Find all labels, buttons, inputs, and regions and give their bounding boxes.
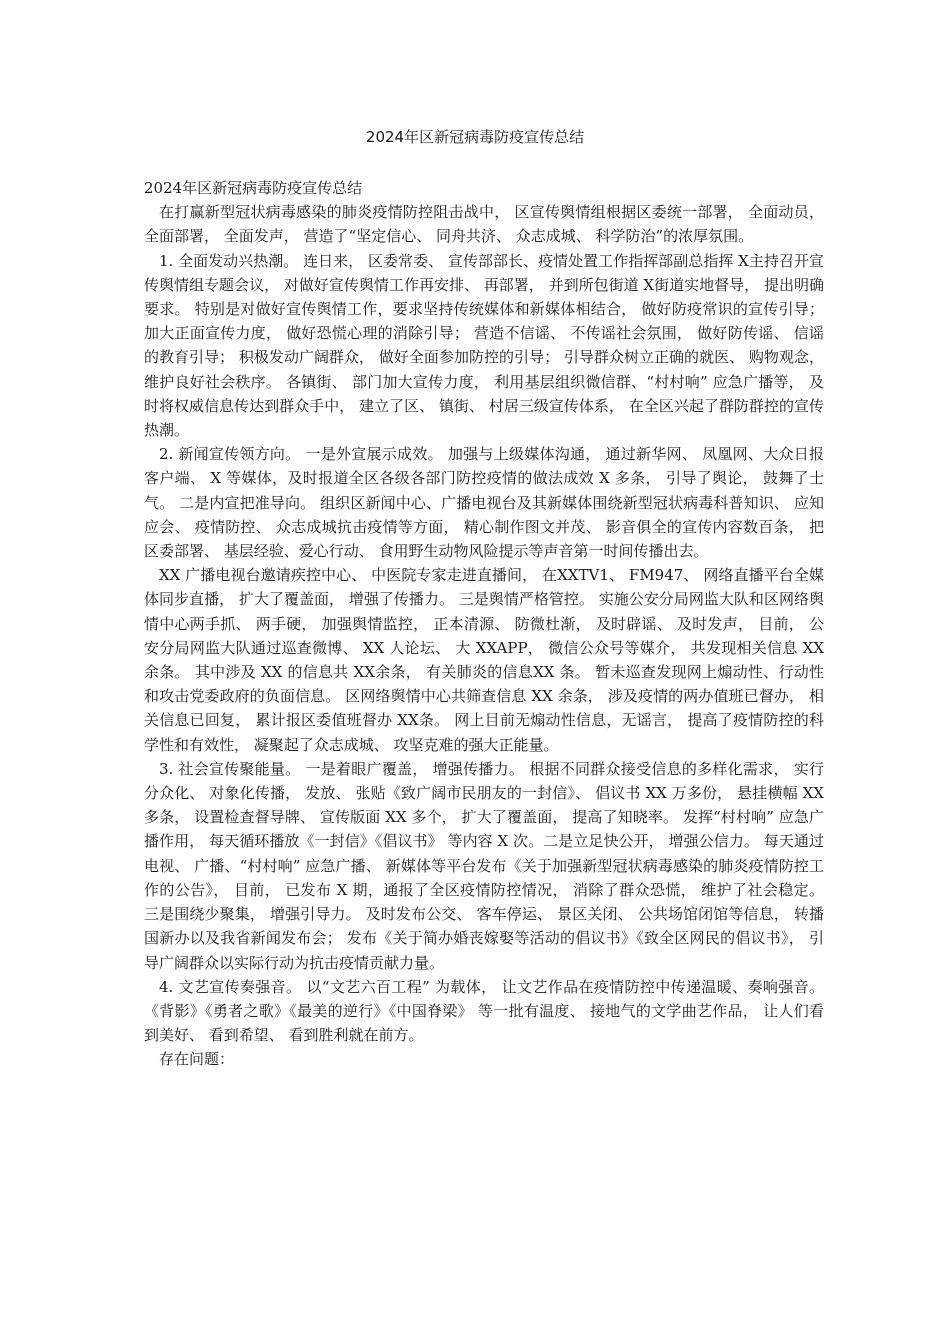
document-subtitle: 2024年区新冠病毒防疫宣传总结 <box>144 179 363 197</box>
paragraph-section-2: 2. 新闻宣传领方向。 一是外宣展示成效。 加强与上级媒体沟通， 通过新华网、 凤凰网、大众日报客户端、 X 等媒体，及时报道全区各级各部门防控疫情的做法成效 X 多条， 引导了舆论， 鼓舞了士气。 二是内宣把准导向。 组织区新闻中心、广播电视台及其新媒体围绕新型冠状病毒科普知识、 应知应会、 疫情防控、 众志成城抗击疫情等方面， 精心制作图文并茂、 影音俱全的宣传内容数百条， 把区委部署、 基层经验、爱心行动、 食用野生动物风险提示等声音第一时间传播出去。 <box>144 445 824 561</box>
paragraph-section-3: 3. 社会宣传聚能量。 一是着眼广覆盖， 增强传播力。 根据不同群众接受信息的多样化需求， 实行分众化、 对象化传播， 发放、 张贴《致广阔市民朋友的一封信》、 倡议书 XX 万多份， 悬挂横幅 XX 多条， 设置检查督导牌、 宣传版面 XX 多个， 扩大了覆盖面， 提高了知晓率。 发挥“村村响” 应急广播作用， 每天循环播放《一封信》《倡议书》 等内容 X 次。二是立足快公开， 增强公信力。 每天通过电视、 广播、“村村响” 应急广播、 新媒体等平台发布《关于加强新型冠状病毒感染的肺炎疫情防控工作的公告》， 目前， 已发布 X 期，通报了全区疫情防控情况， 消除了群众恐慌， 维护了社会稳定。 三是围绕少聚集， 增强引导力。 及时发布公交、 客车停运、 景区关闭、 公共场馆闭馆等信息， 转播国新办以及我省新闻发布会； 发布《关于简办婚丧嫁娶等活动的倡议书》《致全区网民的倡议书》， 引导广阔群众以实际行动为抗击疫情贡献力量。 <box>144 759 824 972</box>
paragraph-section-4: 4. 文艺宣传奏强音。 以“文艺六百工程” 为载体， 让文艺作品在疫情防控中传递温暖、奏响强音。《背影》《勇者之歌》《最美的逆行》《中国脊梁》 等一批有温度、 接地气的文学曲艺作品， 让人们看到美好、 看到希望、 看到胜利就在前方。 <box>144 977 824 1045</box>
paragraph-section-2-continued: XX 广播电视台邀请疾控中心、 中医院专家走进直播间， 在XXTV1、 FM947、 网络直播平台全媒体同步直播， 扩大了覆盖面， 增强了传播力。 三是舆情严格管控。 实施公安分局网监大队和区网络舆情中心两手抓、 两手硬， 加强舆情监控， 正本清源、 防微杜渐， 及时辟谣、 及时发声， 目前， 公安分局网监大队通过巡查微博、 XX 人论坛、 大 XXAPP， 微信公众号等媒介， 共发现相关信息 XX 余条。 其中涉及 XX 的信息共 XX余条， 有关肺炎的信息XX 条。 暂未巡查发现网上煽动性、行动性和攻击党委政府的负面信息。 区网络舆情中心共筛查信息 XX 余条， 涉及疫情的两办值班已督办， 相关信息已回复， 累计报区委值班督办 XX条。 网上目前无煽动性信息，无谣言， 提高了疫情防控的科学性和有效性， 凝聚起了众志成城、 攻坚克难的强大正能量。 <box>144 566 824 754</box>
document-body <box>144 176 824 1072</box>
paragraph-issues-heading: 存在问题： <box>159 1050 235 1069</box>
document-title: 2024年区新冠病毒防疫宣传总结 <box>365 128 585 146</box>
paragraph-section-1: 1. 全面发动兴热潮。 连日来， 区委常委、 宣传部部长、疫情处置工作指挥部副总指挥 X主持召开宣传舆情组专题会议， 对做好宣传舆情工作再安排、 再部署， 并到所包街道 X街道实地督导， 提出明确要求。 特别是对做好宣传舆情工作，要求坚持传统媒体和新媒体相结合， 做好防疫常识的宣传引导； 加大正面宣传力度， 做好恐慌心理的消除引导； 营造不信谣、 不传谣社会氛围， 做好防传谣、 信谣的教育引导； 积极发动广阔群众， 做好全面参加防控的引导； 引导群众树立正确的就医、 购物观念， 维护良好社会秩序。 各镇街、 部门加大宣传力度， 利用基层组织微信群、“村村响” 应急广播等， 及时将权威信息传达到群众手中， 建立了区、 镇街、 村居三级宣传体系， 在全区兴起了群防群控的宣传热潮。 <box>144 251 824 440</box>
paragraph-intro: 在打赢新型冠状病毒感染的肺炎疫情防控阻击战中， 区宣传舆情组根据区委统一部署， 全面动员， 全面部署， 全面发声， 营造了“坚定信心、 同舟共济、 众志成城、 科学防治”的浓厚氛围。 <box>144 203 824 246</box>
